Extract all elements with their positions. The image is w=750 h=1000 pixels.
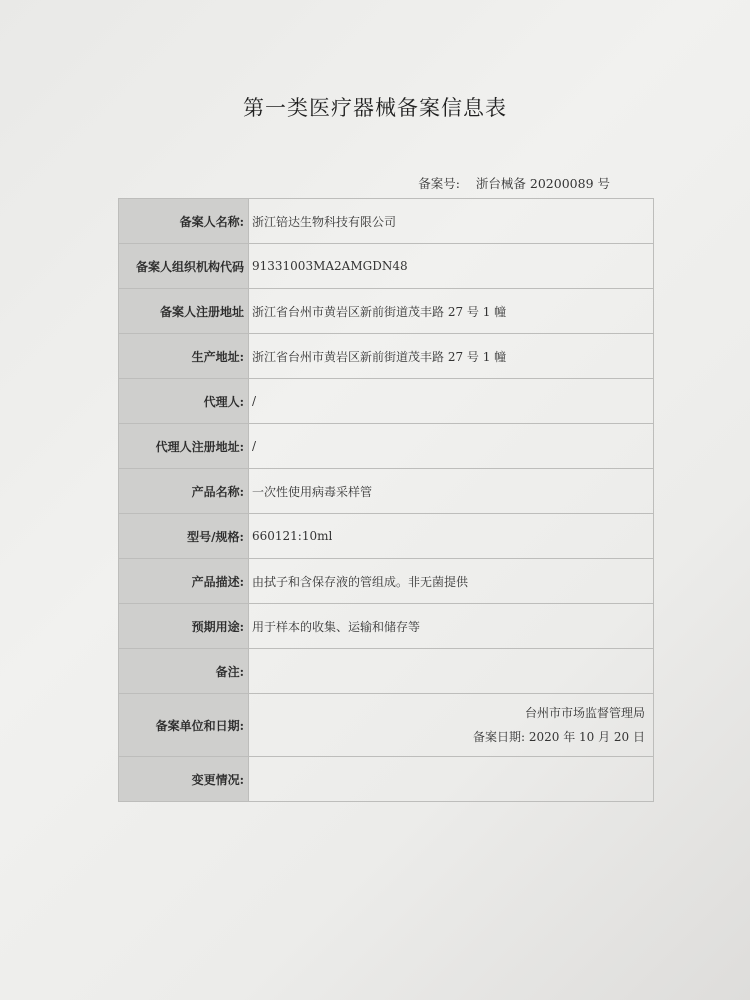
row-value: 浙江省台州市黄岩区新前街道茂丰路 27 号 1 幢 bbox=[249, 289, 654, 334]
table-row bbox=[119, 604, 654, 649]
row-value: / bbox=[249, 424, 654, 469]
table-row bbox=[119, 424, 654, 469]
row-value: 一次性使用病毒采样管 bbox=[249, 469, 654, 514]
table-row bbox=[119, 514, 654, 559]
table-row bbox=[119, 244, 654, 289]
row-label: 备案人组织机构代码 bbox=[119, 244, 249, 289]
row-value: 浙江锫达生物科技有限公司 bbox=[249, 199, 654, 244]
row-value: 由拭子和含保存液的管组成。非无菌提供 bbox=[249, 559, 654, 604]
row-label: 代理人注册地址: bbox=[119, 424, 249, 469]
table-row bbox=[119, 559, 654, 604]
changes-label: 变更情况: bbox=[119, 757, 249, 802]
record-table bbox=[118, 198, 654, 802]
row-label: 备案人注册地址 bbox=[119, 289, 249, 334]
document-title: 第一类医疗器械备案信息表 bbox=[243, 96, 507, 120]
filing-number-label: 备案号: bbox=[418, 176, 460, 191]
row-value: 浙江省台州市黄岩区新前街道茂丰路 27 号 1 幢 bbox=[249, 334, 654, 379]
table-row bbox=[119, 334, 654, 379]
filing-number-value: 浙台械备 20200089 号 bbox=[475, 176, 610, 191]
filing-unit-row bbox=[119, 694, 654, 757]
table-row bbox=[119, 469, 654, 514]
table-row bbox=[119, 199, 654, 244]
filing-authority: 台州市市场监督管理局 bbox=[524, 706, 645, 720]
row-value: 91331003MA2AMGDN48 bbox=[249, 244, 654, 289]
filing-unit-value bbox=[249, 694, 654, 757]
row-label: 产品描述: bbox=[119, 559, 249, 604]
row-label: 产品名称: bbox=[119, 469, 249, 514]
row-label: 代理人: bbox=[119, 379, 249, 424]
filing-unit-block bbox=[252, 701, 653, 749]
table-row bbox=[119, 649, 654, 694]
filing-number-line bbox=[418, 174, 610, 192]
filing-date: 备案日期: 2020 年 10 月 20 日 bbox=[472, 730, 645, 744]
row-label: 预期用途: bbox=[119, 604, 249, 649]
row-value: 用于样本的收集、运输和储存等 bbox=[249, 604, 654, 649]
row-value: 660121:10ml bbox=[249, 514, 654, 559]
changes-value bbox=[249, 757, 654, 802]
row-label: 型号/规格: bbox=[119, 514, 249, 559]
table-row bbox=[119, 289, 654, 334]
row-label: 备案人名称: bbox=[119, 199, 249, 244]
row-value: / bbox=[249, 379, 654, 424]
row-value bbox=[249, 649, 654, 694]
row-label: 备注: bbox=[119, 649, 249, 694]
changes-row bbox=[119, 757, 654, 802]
row-label: 生产地址: bbox=[119, 334, 249, 379]
table-row bbox=[119, 379, 654, 424]
filing-unit-label: 备案单位和日期: bbox=[119, 694, 249, 757]
